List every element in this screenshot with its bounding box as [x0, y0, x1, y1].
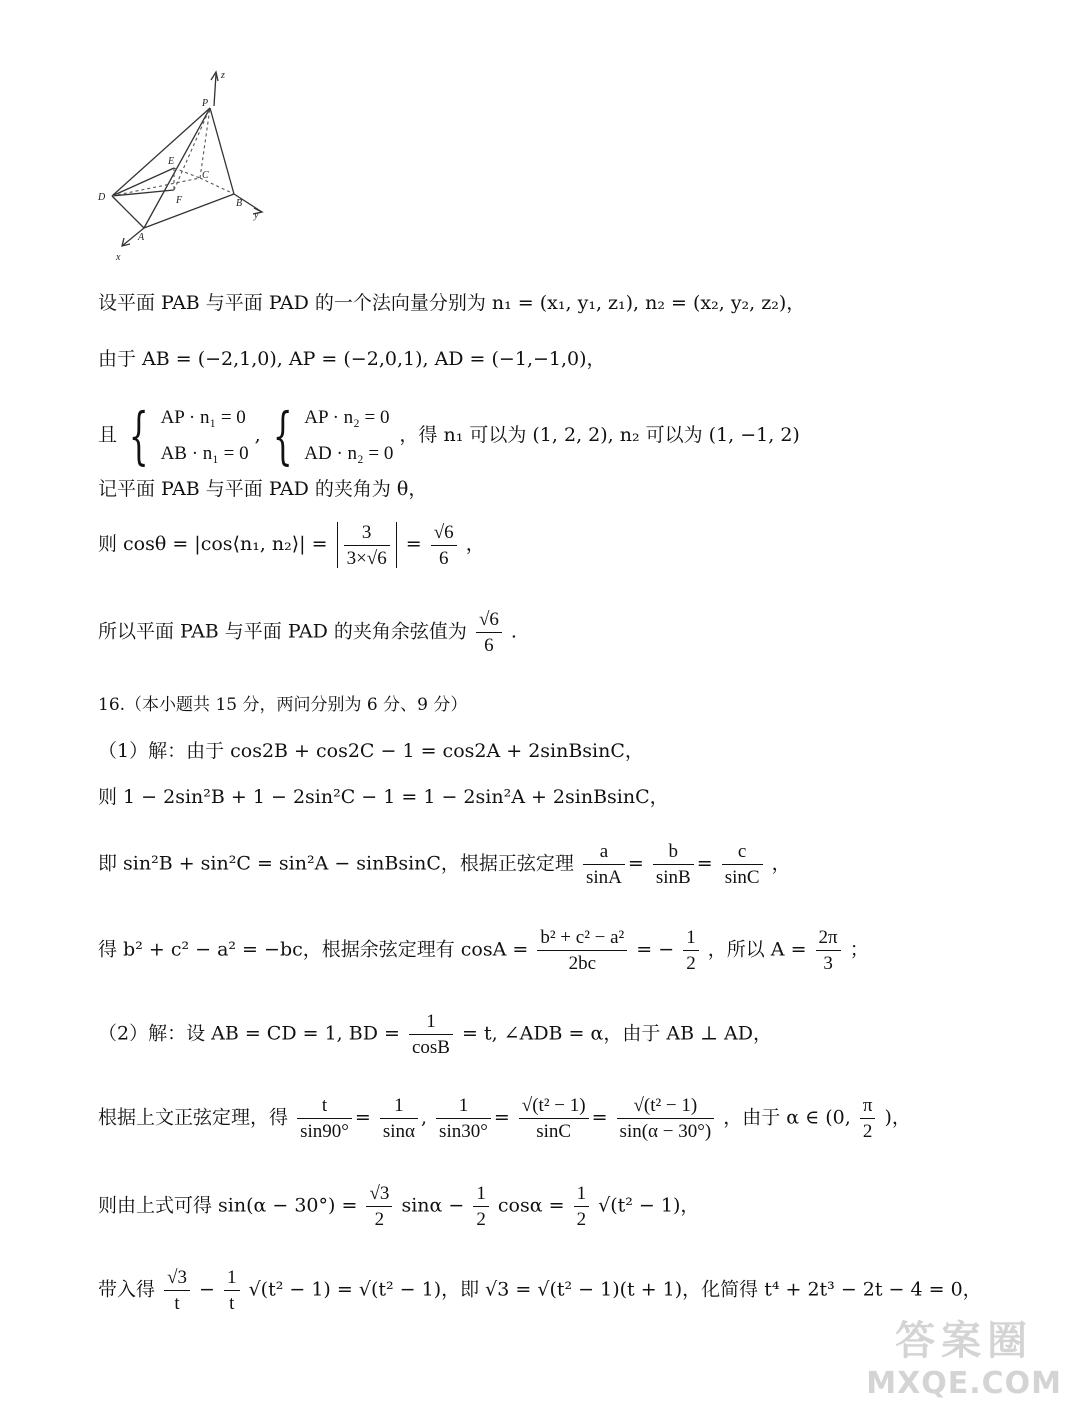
question-16-header: 16.（本小题共 15 分，两问分别为 6 分、9 分） — [98, 695, 468, 715]
fraction-cos-law: $\frac{\text{b² + c² − a²}}{2bc}$ — [537, 928, 627, 973]
abs-bar-left — [337, 522, 338, 568]
fraction-b-sinB: $\frac{b}{\sin B}$ — [653, 842, 694, 887]
label-b: B — [236, 198, 243, 209]
edge-ap — [144, 108, 210, 228]
label-y: y — [254, 210, 259, 221]
z-axis — [214, 74, 216, 106]
fraction-1-sinalpha: $\frac{1}{\sin\alpha}$ — [380, 1096, 418, 1141]
label-x: x — [116, 252, 121, 263]
edge-de — [112, 168, 174, 196]
edge-dc — [112, 178, 200, 196]
fraction-one-half: $\frac{1}{2}$ — [683, 928, 699, 973]
fraction-1-2-a: $\frac{1}{2}$ — [473, 1184, 489, 1229]
fraction-root3-t: $\frac{√3}{t}$ — [164, 1268, 190, 1313]
fraction-root6-over-6: $\frac{√6}{6}$ — [431, 523, 457, 568]
line-normal-vectors: 设平面 PAB 与平面 PAD 的一个法向量分别为 n₁ = (x₁, y₁, z₁), n₂ = (x₂, y₂, z₂)， — [98, 292, 806, 314]
fraction-root3-2: $\frac{√3}{2}$ — [366, 1184, 392, 1229]
line-part1-expand: 则 1 − 2sin²B + 1 − 2sin²C − 1 = 1 − 2sin²A + 2sinBsinC， — [98, 786, 669, 808]
fraction-1-cosB: $\frac{1}{\cos B}$ — [409, 1012, 453, 1057]
fraction-pi-2: $\frac{\pi}{2}$ — [860, 1096, 876, 1141]
fraction-3-over-3root6: $\frac{3}{3\times√6}$ — [344, 523, 390, 568]
system-1: AP · n₁ = 0 AB · n₁ = 0 — [160, 407, 249, 465]
pyramid-figure — [92, 66, 272, 266]
fraction-root-sinC: $\frac{\text{√(t² − 1)}}{\sin C}$ — [519, 1096, 589, 1141]
fraction-root-sin-alpha-30: $\frac{\text{√(t² − 1)}}{\sin(\alpha - 30^\circ)}$ — [617, 1096, 715, 1141]
line-cosine-law: 得 b² + c² − a² = −bc，根据余弦定理有 cosA = $\frac{\text{b² + c² − a²}}{2bc}$ = − $\frac{1}{2}$ ，所以 A = $\frac{2\pi}{3}$ ； — [98, 927, 869, 974]
watermark-logo: 答案圈 — [895, 1318, 1034, 1364]
line-part2-setup: （2）解：设 AB = CD = 1, BD = $\frac{1}{\cos B}$ = t, ∠ADB = α，由于 AB ⊥ AD， — [98, 1011, 772, 1058]
edge-df — [112, 190, 174, 196]
line-sine-law-2: 根据上文正弦定理，得 $\frac{t}{\sin 90^\circ}$ = $\frac{1}{\sin\alpha}$ , $\frac{1}{\sin 30^\circ}$ = $\frac{\text{√(t² − 1)}}{\sin C}$ = $\frac{\text{√(t² − 1)}}{\sin(\alpha - 30^\circ)}$ ，由于 α ∈ (0, $\frac{\pi}{2}$ )， — [98, 1095, 911, 1142]
system-2: AP · n₂ = 0 AD · n₂ = 0 — [304, 407, 394, 465]
fraction-answer: $\frac{√6}{6}$ — [476, 610, 502, 655]
line-systems: 且 { AP · n₁ = 0 AB · n₁ = 0 , { AP · n₂ = 0 AD · n₂ = 0 ，得 n₁ 可以为 (1, 2, 2), n₂ 可以为 (1, −1, 2) — [98, 399, 800, 473]
label-z: z — [221, 70, 225, 81]
edge-cp — [200, 108, 210, 178]
line-sin-expansion: 则由上式可得 sin(α − 30°) = $\frac{√3}{2}$ sinα − $\frac{1}{2}$ cosα = $\frac{1}{2}$ √(t² − 1)， — [98, 1183, 700, 1230]
fraction-c-sinC: $\frac{c}{\sin C}$ — [722, 842, 763, 887]
line-cos-theta: 则 cosθ = |cos⟨n₁, n₂⟩| = $\frac{3}{3\times√6}$ = $\frac{√6}{6}$ ， — [98, 521, 485, 569]
fraction-1-sin30: $\frac{1}{\sin 30^\circ}$ — [436, 1096, 491, 1141]
line-vectors: 由于 AB = (−2,1,0), AP = (−2,0,1), AD = (−1,−1,0)， — [98, 348, 606, 370]
line-sine-law: 即 sin²B + sin²C = sin²A − sinBsinC，根据正弦定理 $\frac{a}{\sin A}$ = $\frac{b}{\sin B}$ = $\frac{c}{\sin C}$ ， — [98, 841, 791, 888]
line-conclusion-cos: 所以平面 PAB 与平面 PAD 的夹角余弦值为 $\frac{√6}{6}$ . — [98, 609, 517, 656]
label-e: E — [168, 156, 175, 167]
left-brace-2: { — [272, 399, 293, 473]
abs-bar-right — [396, 522, 397, 568]
z-arrow — [211, 72, 218, 81]
line-angle-def: 记平面 PAB 与平面 PAD 的夹角为 θ， — [98, 478, 428, 500]
edge-da — [112, 196, 144, 228]
fraction-t-sin90: $\frac{t}{\sin 90^\circ}$ — [297, 1096, 352, 1141]
edge-ec — [174, 168, 200, 178]
fraction-2pi-3: $\frac{2\pi}{3}$ — [816, 928, 841, 973]
label-c: C — [202, 170, 209, 181]
edge-bp — [210, 108, 234, 194]
fraction-1-t: $\frac{1}{t}$ — [224, 1268, 240, 1313]
line-substitution: 带入得 $\frac{√3}{t}$ − $\frac{1}{t}$ √(t² − 1) = √(t² − 1)，即 √3 = √(t² − 1)(t + 1)，化简得 t⁴ + 2t³ − 2t − 4 = 0， — [98, 1267, 982, 1314]
fraction-1-2-b: $\frac{1}{2}$ — [574, 1184, 590, 1229]
edge-ab — [144, 194, 234, 228]
label-a: A — [138, 232, 145, 243]
watermark — [866, 1309, 1062, 1401]
fraction-a-sinA: $\frac{a}{\sin A}$ — [583, 842, 625, 887]
label-d: D — [98, 192, 106, 203]
left-brace: { — [128, 399, 149, 473]
edge-dp — [112, 108, 210, 196]
label-p: P — [202, 98, 209, 109]
label-f: F — [176, 195, 183, 206]
line-part1-given: （1）解：由于 cos2B + cos2C − 1 = cos2A + 2sinBsinC， — [98, 740, 644, 762]
watermark-url: MXQE.COM — [866, 1366, 1062, 1401]
